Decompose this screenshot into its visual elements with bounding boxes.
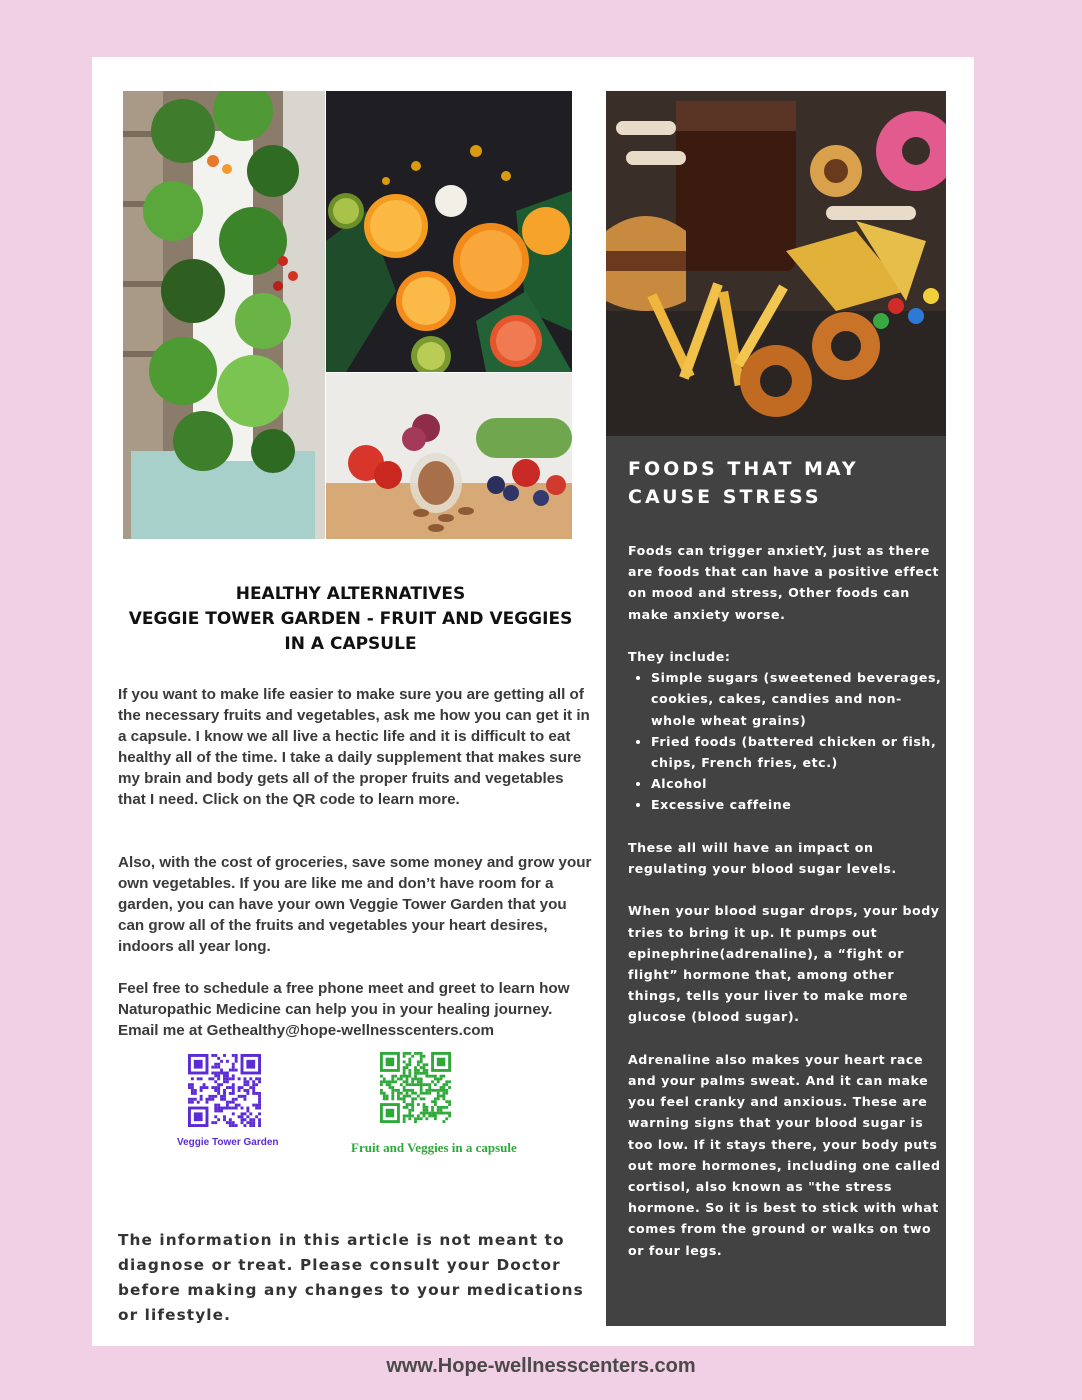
stress-foods-list (628, 667, 946, 815)
panel-list-intro: They include: (628, 649, 731, 664)
healthy-alternatives-heading (118, 582, 583, 657)
capsule-qr-code[interactable] (380, 1052, 451, 1123)
heading-line-3: IN A CAPSULE (284, 634, 417, 654)
heading-line-2: VEGGIE TOWER GARDEN - FRUIT AND VEGGIES (128, 609, 573, 629)
list-item: • Fried foods (battered chicken or fish, chips, French fries, etc.) (651, 731, 946, 773)
panel-body (628, 540, 946, 1261)
citrus-fruit-photo (326, 91, 572, 372)
panel-blood-sugar-paragraph: These all will have an impact on regulating your blood sugar levels. (628, 839, 897, 877)
panel-title: FOODS THAT MAY CAUSE STRESS (628, 458, 859, 508)
panel-intro: Foods can trigger anxietY, just as there are foods that can have a positive effect on mood and stress, Other foods can make anxiety worse. (628, 543, 940, 622)
veggie-tower-qr-label[interactable]: Veggie Tower Garden (177, 1137, 279, 1148)
website-footer-link[interactable]: www.Hope-wellnesscenters.com (386, 1355, 696, 1377)
capsule-jar-photo (326, 373, 572, 539)
garden-paragraph: Also, with the cost of groceries, save some money and grow your own vegetables. If you are like me and don’t have room for a garden, you can have your own Veggie Tower Garden that you can grow all of the fruits and vegetables your heart desires, indoors all year long. (118, 854, 592, 955)
junk-food-photo (606, 91, 946, 436)
list-item: • Simple sugars (sweetened beverages, cookies, cakes, candies and non-whole wheat grains) (651, 667, 946, 731)
stress-foods-panel (606, 436, 946, 1326)
panel-adrenaline-paragraph: When your blood sugar drops, your body tries to bring it up. It pumps out epinephrine(adrenaline), a “fight or flight” hormone that, among other things, tells your liver to make more glucose (blood sugar). (628, 903, 940, 1025)
veggie-tower-photo (123, 91, 325, 539)
contact-paragraph: Feel free to schedule a free phone meet and greet to learn how Naturopathic Medicine can help you in your healing journey. Email me at Gethealthy@hope-wellnesscenters.com (118, 980, 570, 1039)
panel-cortisol-paragraph: Adrenaline also makes your heart race and your palms sweat. And it can make you feel cranky and anxious. These are warning signs that your blood sugar is too low. If it stays there, your body puts out more hormones, including one called cortisol, also known as "the stress hormone. So it is best to stick with what comes from the ground or walks on two or four legs. (628, 1051, 941, 1258)
capsule-qr-label[interactable]: Fruit and Veggies in a capsule (351, 1140, 517, 1155)
list-item: • Alcohol (651, 773, 946, 794)
disclaimer-text: The information in this article is not meant to diagnose or treat. Please consult your Doctor before making any changes to your medications or lifestyle. (118, 1231, 584, 1324)
capsule-paragraph: If you want to make life easier to make sure you are getting all of the necessary fruits and vegetables, ask me how you can get it in a capsule. I know we all live a hectic life and it is difficult to eat healthy all of the time. I take a daily supplement that makes sure my brain and body gets all of the proper fruits and vegetables that I need. Click on the QR code to learn more. (118, 686, 590, 808)
heading-line-1: HEALTHY ALTERNATIVES (235, 584, 466, 604)
list-item: • Excessive caffeine (651, 794, 946, 815)
veggie-tower-qr-code[interactable] (188, 1054, 261, 1127)
